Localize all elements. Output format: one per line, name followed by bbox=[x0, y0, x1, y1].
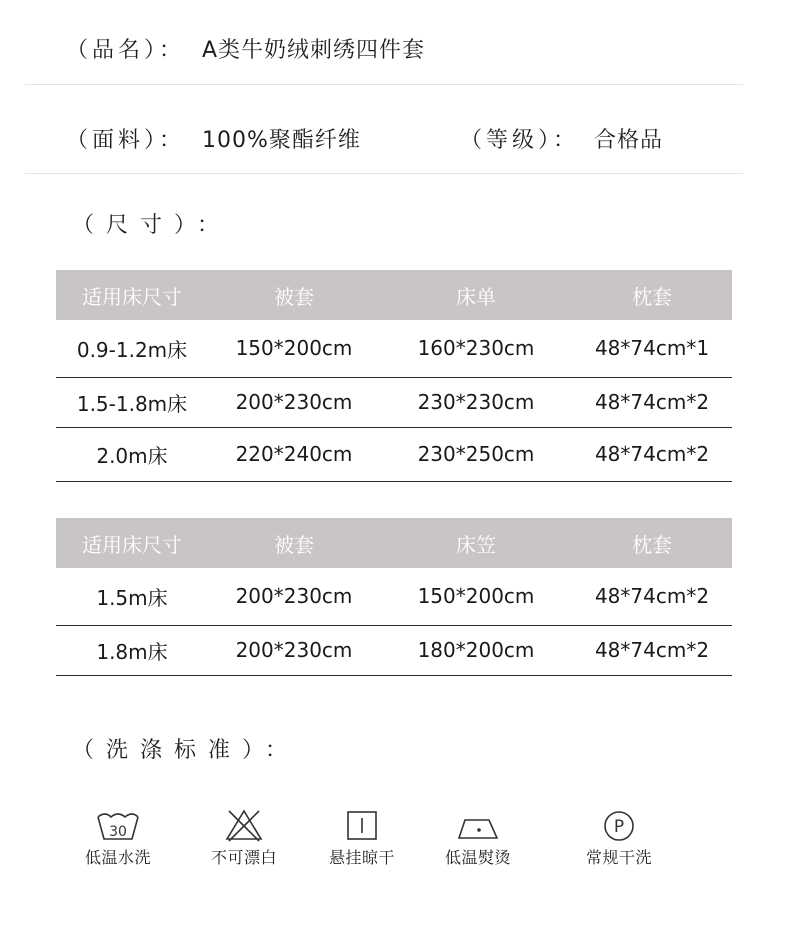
header-bed-size: 适用床尺寸 bbox=[56, 270, 208, 320]
cell-pillowcase: 48*74cm*2 bbox=[572, 427, 732, 481]
care-label: 常规干洗 bbox=[585, 848, 652, 867]
cell-bed-size: 1.5-1.8m床 bbox=[56, 377, 208, 427]
table-row bbox=[56, 568, 732, 625]
header-duvet-cover: 被套 bbox=[208, 270, 380, 320]
header-bed-sheet: 床单 bbox=[380, 270, 572, 320]
fabric-value: 100%聚酯纤维 bbox=[202, 128, 361, 153]
cell-bed-size: 0.9-1.2m床 bbox=[56, 320, 208, 377]
cell-fitted-sheet: 180*200cm bbox=[380, 625, 572, 675]
care-item-dry bbox=[297, 808, 427, 868]
header-duvet-cover: 被套 bbox=[208, 518, 380, 568]
size-section-title: （尺寸）： bbox=[72, 213, 232, 238]
header-pillowcase: 枕套 bbox=[572, 270, 732, 320]
cell-bed-sheet: 160*230cm bbox=[380, 320, 572, 377]
cell-pillowcase: 48*74cm*2 bbox=[572, 377, 732, 427]
dry-clean-p-icon bbox=[596, 808, 642, 842]
cell-bed-size: 1.8m床 bbox=[56, 625, 208, 675]
dry-clean-letter: P bbox=[613, 817, 625, 837]
cell-bed-size: 1.5m床 bbox=[56, 568, 208, 625]
cell-bed-sheet: 230*250cm bbox=[380, 427, 572, 481]
divider bbox=[25, 173, 743, 174]
table-row bbox=[56, 625, 732, 675]
care-label: 低温水洗 bbox=[84, 848, 151, 867]
care-item-bleach bbox=[179, 808, 309, 868]
line-dry-icon bbox=[339, 808, 385, 842]
divider bbox=[25, 84, 743, 85]
cell-pillowcase: 48*74cm*2 bbox=[572, 568, 732, 625]
care-label: 悬挂晾干 bbox=[328, 848, 395, 867]
size-table-sheet bbox=[56, 270, 732, 482]
header-pillowcase: 枕套 bbox=[572, 518, 732, 568]
cell-bed-sheet: 230*230cm bbox=[380, 377, 572, 427]
care-item-iron bbox=[413, 808, 543, 868]
cell-pillowcase: 48*74cm*1 bbox=[572, 320, 732, 377]
fabric-label: （面料）： bbox=[66, 128, 186, 153]
grade-value: 合格品 bbox=[594, 128, 664, 153]
wash-temperature: 30 bbox=[109, 824, 127, 840]
cell-duvet-cover: 200*230cm bbox=[208, 625, 380, 675]
table-header-row bbox=[56, 518, 732, 568]
header-bed-size: 适用床尺寸 bbox=[56, 518, 208, 568]
table-row bbox=[56, 320, 732, 377]
low-iron-icon bbox=[455, 808, 501, 842]
cell-duvet-cover: 150*200cm bbox=[208, 320, 380, 377]
care-label: 不可漂白 bbox=[210, 848, 277, 867]
care-label: 低温熨烫 bbox=[444, 848, 511, 867]
care-item-wash bbox=[53, 808, 183, 868]
cell-duvet-cover: 220*240cm bbox=[208, 427, 380, 481]
grade-label: （等级）： bbox=[460, 128, 580, 153]
cell-duvet-cover: 200*230cm bbox=[208, 568, 380, 625]
cell-bed-size: 2.0m床 bbox=[56, 427, 208, 481]
cell-fitted-sheet: 150*200cm bbox=[380, 568, 572, 625]
product-name-value: A类牛奶绒刺绣四件套 bbox=[202, 38, 426, 63]
wash-30-icon bbox=[95, 808, 141, 842]
cell-pillowcase: 48*74cm*2 bbox=[572, 625, 732, 675]
table-header-row bbox=[56, 270, 732, 320]
care-item-dryclean bbox=[554, 808, 684, 868]
size-table-fitted bbox=[56, 518, 732, 676]
header-fitted-sheet: 床笠 bbox=[380, 518, 572, 568]
table-row bbox=[56, 427, 732, 481]
cell-duvet-cover: 200*230cm bbox=[208, 377, 380, 427]
wash-section-title: （洗涤标准）： bbox=[72, 738, 300, 763]
no-bleach-icon bbox=[221, 808, 267, 842]
table-row bbox=[56, 377, 732, 427]
product-name-label: （品名）： bbox=[66, 38, 186, 63]
